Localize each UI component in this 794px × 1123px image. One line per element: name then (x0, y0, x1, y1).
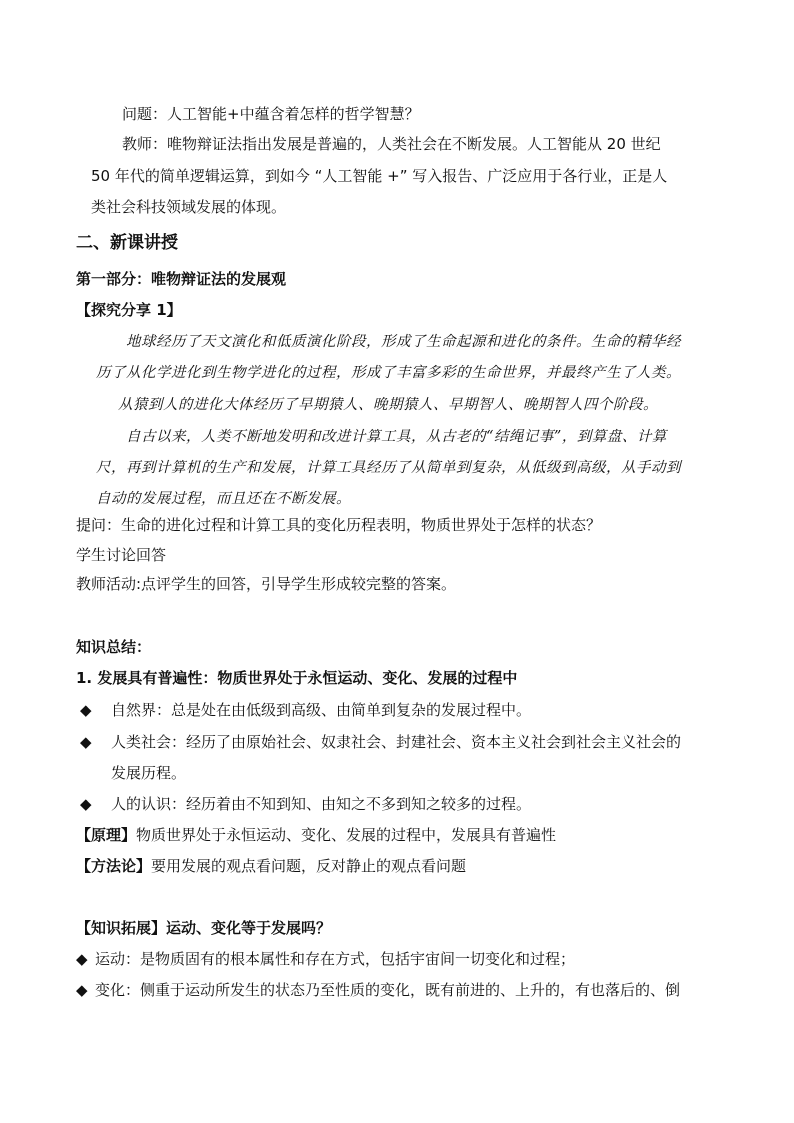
bullet-cognition: 人的认识：经历着由不知到知、由知之不多到知之较多的过程。 (111, 795, 532, 813)
bullet-nature: 自然界：总是处在由低级到高级、由简单到复杂的发展过程中。 (111, 701, 532, 719)
explore-p3-line-1: 自古以来，人类不断地发明和改进计算工具，从古老的“结绳记事”，到算盘、计算 (126, 429, 667, 445)
explore-heading: 【探究分享 1】 (76, 301, 182, 319)
explore-p1-line-1: 地球经历了天文演化和低质演化阶段，形成了生命起源和进化的条件。生命的精华经 (126, 334, 681, 350)
bullet-society-line-1: 人类社会：经历了由原始社会、奴隶社会、封建社会、资本主义社会到社会主义社会的 (111, 733, 682, 751)
explore-p3-line-3: 自动的发展过程，而且还在不断发展。 (96, 491, 351, 507)
explore-p3-line-2: 尺，再到计算机的生产和发展，计算工具经历了从简单到复杂，从低级到高级，从手动到 (96, 460, 681, 476)
intro-teacher-line-2: 50 年代的简单逻辑运算，到如今 “人工智能 +” 写入报告、广泛应用于各行业，正是人 (91, 167, 668, 185)
point-1-heading: 1. 发展具有普遍性：物质世界处于永恒运动、变化、发展的过程中 (76, 669, 518, 687)
principle-tag: 【原理】 (76, 826, 137, 844)
bullet-diamond-icon: ◆ (80, 733, 92, 751)
principle-line (76, 825, 556, 845)
principle-text: 物质世界处于永恒运动、变化、发展的过程中，发展具有普遍性 (136, 826, 557, 844)
intro-teacher-line-3: 类社会科技领域发展的体现。 (91, 198, 287, 216)
bullet-diamond-icon: ◆ (80, 795, 92, 813)
bullet-diamond-icon: ◆ (76, 950, 88, 968)
explore-p1-line-2: 历了从化学进化到生物学进化的过程，形成了丰富多彩的生命世界，并最终产生了人类。 (96, 365, 681, 381)
section-2-heading: 二、新课讲授 (76, 233, 178, 253)
explore-p2-line-1: 从猿到人的进化大体经历了早期猿人、晚期猿人、早期智人、晚期智人四个阶段。 (118, 397, 658, 413)
bullet-diamond-icon: ◆ (80, 701, 92, 719)
teacher-activity: 教师活动:点评学生的回答，引导学生形成较完整的答案。 (76, 575, 457, 593)
bullet-society-line-2: 发展历程。 (111, 764, 187, 782)
extension-heading: 【知识拓展】运动、变化等于发展吗？ (76, 919, 332, 937)
method-text: 要用发展的观点看问题，反对静止的观点看问题 (151, 857, 467, 875)
method-line (76, 856, 466, 876)
extension-change: 变化：侧重于运动所发生的状态乃至性质的变化，既有前进的、上升的，有也落后的、倒 (95, 981, 681, 999)
bullet-diamond-icon: ◆ (76, 981, 88, 999)
extension-motion: 运动：是物质固有的根本属性和存在方式，包括宇宙间一切变化和过程； (95, 950, 576, 968)
intro-question: 问题：人工智能+中蕴含着怎样的哲学智慧？ (122, 105, 420, 123)
method-tag: 【方法论】 (76, 857, 152, 875)
part-1-heading: 第一部分：唯物辩证法的发展观 (76, 270, 287, 288)
student-activity: 学生讨论回答 (76, 546, 167, 564)
summary-heading: 知识总结： (76, 638, 152, 656)
question-2: 提问：生命的进化过程和计算工具的变化历程表明，物质世界处于怎样的状态？ (76, 516, 602, 534)
intro-teacher-line-1: 教师：唯物辩证法指出发展是普遍的，人类社会在不断发展。人工智能从 20 世纪 (122, 135, 661, 153)
